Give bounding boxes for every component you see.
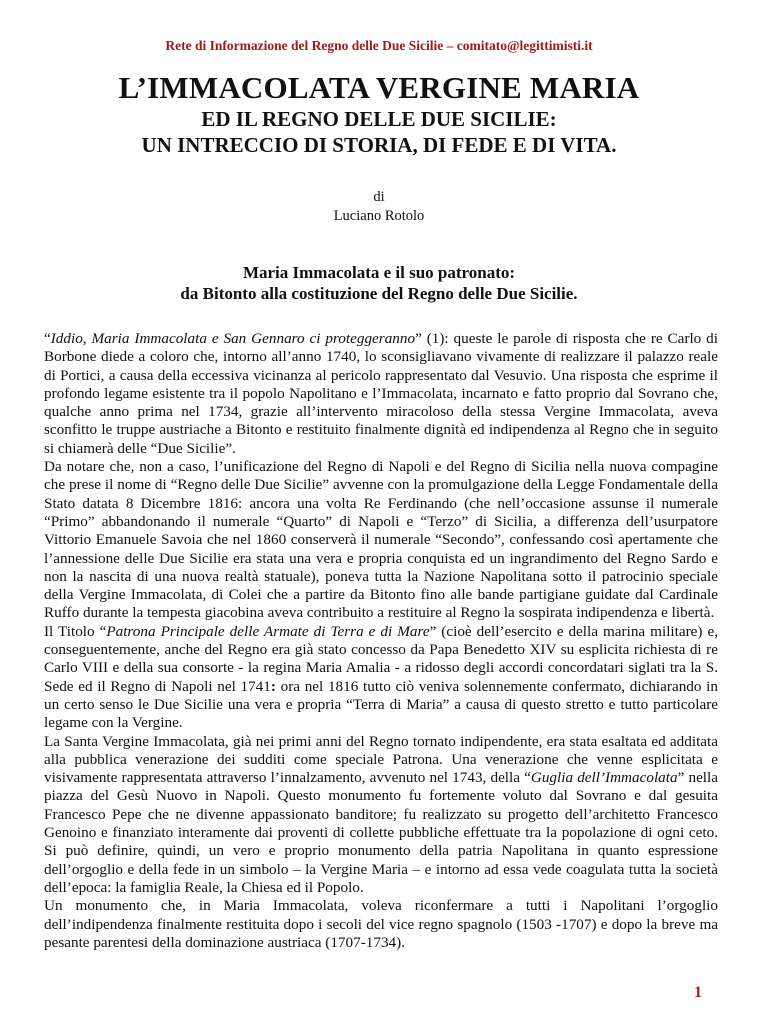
- paragraph-4-text-b: ” nella piazza del Gesù Nuovo in Napoli. Questo monumento fu fortemente voluto dal Sovrano e dal gesuita Francesco Pepe che ne divenne appassionato banditore; fu realizzato su progetto dell’architetto Francesco Genoino e finanziato interamente dai proventi di collette pubbliche effettuate tra la popolazione di ogni ceto. Si può definire, quindi, un vero e proprio monumento della patria Napolitana in quanto espressione dell’orgoglio e della fede in un simbolo – la Vergine Maria – e intorno ad essa vede coagulata tutta la società dell’epoca: la famiglia Reale, la Chiesa ed il Popolo.: [44, 769, 718, 896]
- paragraph-5: Un monumento che, in Maria Immacolata, voleva riconfermare a tutti i Napolitani l’orgoglio dell’indipendenza finalmente restituita dopo i secoli del vice regno spagnolo (1503 -1707) e dopo la breve ma pesante parentesi della dominazione austriaca (1707-1734).: [44, 897, 718, 951]
- paragraph-4-text-a: La Santa Vergine Immacolata, già nei primi anni del Regno tornato indipendente, era stata esaltata ed additata alla pubblica venerazione dei sudditi come speciale Patrona. Una venerazione che venne esplicitata e visivamente rappresentata attraverso l’innalzamento, avvenuto nel 1743, della “: [44, 732, 718, 787]
- guglia-name: Guglia dell’Immacolata: [530, 769, 678, 787]
- title-patrona: Patrona Principale delle Armate di Terra e di Mare: [106, 622, 430, 640]
- paragraph-1: [44, 330, 718, 458]
- subtitle-line-1: ED IL REGNO DELLE DUE SICILIE:: [201, 107, 557, 131]
- section-heading-line-1: Maria Immacolata e il suo patronato:: [242, 263, 516, 282]
- article-body: [44, 330, 718, 952]
- paragraph-1-text: ” (1): queste le parole di risposta che re Carlo di Borbone diede a coloro che, intorno all’anno 1740, lo sconsigliavano vivamente di realizzare il palazzo reale di Portici, a causa della eccessiva vicinanza al pericolo rappresentato dal Vesuvio. Una risposta che esprime il profondo legame esistente tra il popolo Napolitano e l’Immacolata, incarnato e fatto proprio dal Sovrano che, qualche anno prima nel 1734, grazie all’intervento miracoloso della stessa Vergine Immacolata, aveva sconfitto le truppe austriache a Bitonto e restituito finalmente dignità ed indipendenza al Regno che in seguito si chiamerà delle “Due Sicilie”.: [44, 330, 718, 457]
- section-heading: [0, 262, 758, 304]
- section-heading-line-2: da Bitonto alla costituzione del Regno delle Due Sicilie.: [180, 284, 578, 303]
- network-header: Rete di Informazione del Regno delle Due Sicilie – comitato@legittimisti.it: [165, 38, 593, 53]
- paragraph-3-text-a: ” (cioè dell’esercito e della marina militare) e, conseguentemente, anche del Regno era già stato concesso da Papa Benedetto XIV su esplicita richiesta di re Carlo VIII e della sua consorte - la regina Maria Amalia - a ridosso degli accordi concordatari siglati tra la S. Sede ed il Regno di Napoli nel 1741: [44, 622, 718, 695]
- paragraph-3-text-b: ora nel 1816 tutto ciò veniva solennemente confermato, dichiarando in un certo senso le Due Sicilie una vera e propria “Terra di Maria” a causa di questo stretto e tutto particolare legame con la Vergine.: [44, 677, 718, 732]
- subtitle-line-2: UN INTRECCIO DI STORIA, DI FEDE E DI VITA.: [141, 133, 617, 157]
- paragraph-2: Da notare che, non a caso, l’unificazione del Regno di Napoli e del Regno di Sicilia nella nuova compagine che prese il nome di “Regno delle Due Sicilie” avvenne con la promulgazione della Legge Fondamentale della Stato datata 8 Dicembre 1816: ancora una volta Re Ferdinando (che nell’occasione assunse il numerale “Primo” abbandonando il numerale “Quarto” di Napoli e “Terzo” di Sicilia, a differenza dell’usurpatore Vittorio Emanuele Savoia che nel 1860 conserverà il numerale “Secondo”, confessando così apertamente che l’annessione delle Due Sicilie era stata una vera e propria conquista ed un ingrandimento del Regno Sardo e non la nascita di una nuova realtà statuale), poneva tutta la Nazione Napolitana sotto il patrocinio speciale della Vergine Immacolata, di Colei che a partire da Bitonto fino alle bande partigiane guidate dal Cardinale Ruffo durante la tempesta giacobina aveva contribuito a restituire al Regno la sospirata indipendenza e libertà.: [44, 458, 718, 622]
- paragraph-4: [44, 733, 718, 898]
- title-block: [0, 70, 758, 158]
- page-number: 1: [694, 984, 702, 1001]
- paragraph-3: [44, 623, 718, 733]
- paragraph-3-prefix: Il Titolo “: [44, 622, 107, 640]
- quote-open: “: [44, 330, 51, 347]
- author-name: Luciano Rotolo: [333, 208, 425, 224]
- main-title: L’IMMACOLATA VERGINE MARIA: [118, 70, 640, 105]
- byline-di: di: [373, 189, 385, 205]
- quote-text: Iddio, Maria Immacolata e San Gennaro ci proteggeranno: [50, 330, 416, 347]
- byline: [0, 188, 758, 226]
- paragraph-3-colon: :: [270, 677, 276, 695]
